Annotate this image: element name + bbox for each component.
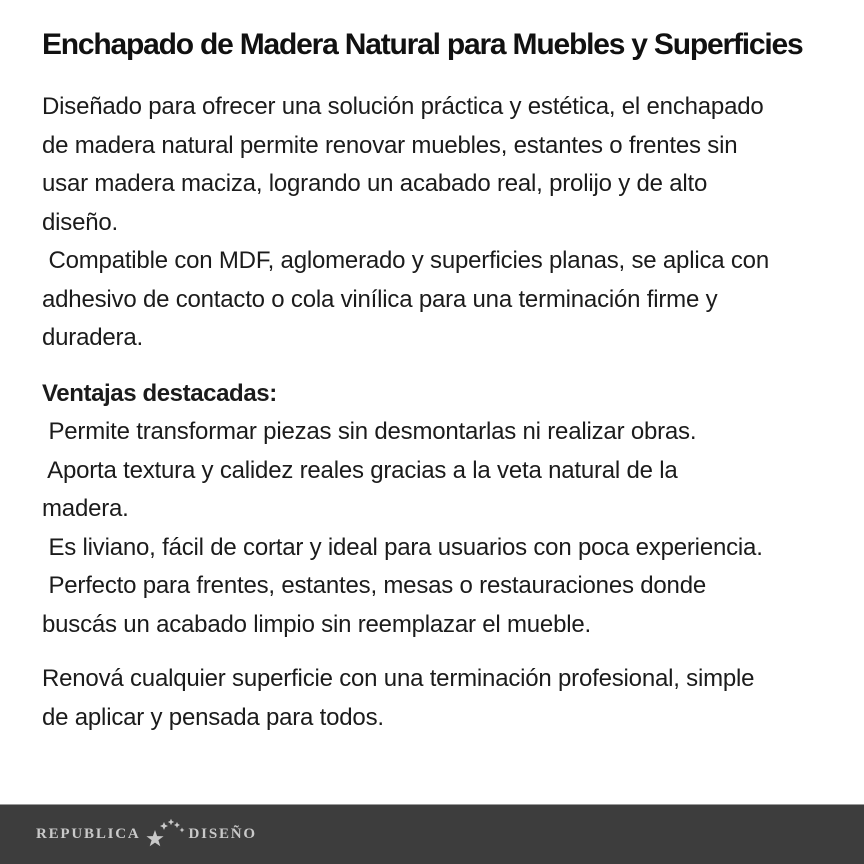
footer-bar [0,804,864,864]
text-line: Es liviano, fácil de cortar y ideal para usuarios con poca experiencia. [42,533,763,561]
text-line: duradera. [42,324,143,351]
ventajas-heading: Ventajas destacadas: [42,379,277,407]
closing-paragraph [42,660,822,737]
text-line: buscás un acabado limpio sin reemplazar el mueble. [42,610,591,638]
text-line: Diseñado para ofrecer una solución práctica y estética, el enchapado [42,93,764,120]
text-line: adhesivo de contacto o cola vinílica para una terminación firme y [42,285,718,313]
intro-paragraph [42,88,822,358]
ventajas-section [42,375,822,645]
text-line: Compatible con MDF, aglomerado y superficies planas, se aplica con [42,247,769,274]
text-line: de aplicar y pensada para todos. [42,703,384,731]
text-line: diseño. [42,208,118,236]
brand-name-left: REPUBLICA [36,826,141,842]
text-line: Aporta textura y calidez reales gracias a la veta natural de la [42,456,678,484]
ventajas-list [42,413,822,644]
text-line: madera. [42,495,129,522]
star-cluster-icon [146,818,186,850]
brand-name-right: DISEÑO [188,826,257,842]
text-line: Perfecto para frentes, estantes, mesas o restauraciones donde [42,572,706,599]
text-line: de madera natural permite renovar muebles, estantes o frentes sin [42,131,738,159]
page-title: Enchapado de Madera Natural para Muebles y Superficies [42,28,803,61]
brand-logo [36,818,257,852]
text-line: Permite transformar piezas sin desmontarlas ni realizar obras. [42,418,697,445]
text-line: Renová cualquier superficie con una terminación profesional, simple [42,665,755,692]
text-line: usar madera maciza, logrando un acabado real, prolijo y de alto [42,170,708,197]
